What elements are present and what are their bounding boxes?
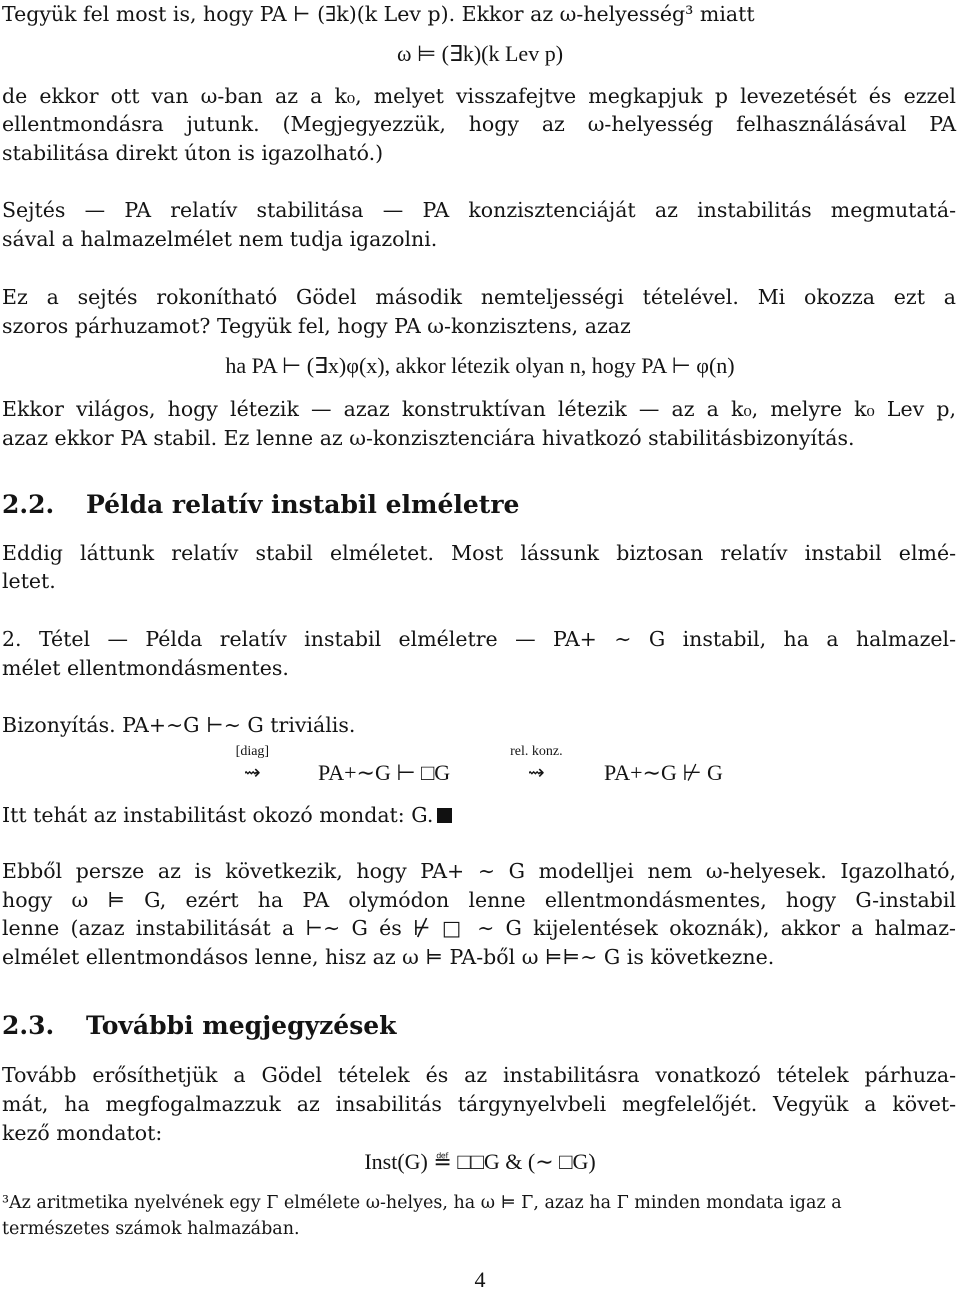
paragraph-line: elmélet ellentmondásos lenne, hisz az ω ⊨ PA-ből ω ⊨⊨∼ G is következne. bbox=[2, 945, 775, 969]
relkonz-step bbox=[510, 744, 563, 784]
footnote-line: természetes számok halmazában. bbox=[2, 1219, 300, 1239]
relkonz-result: PA+∼G ⊬ G bbox=[604, 760, 723, 785]
paragraph-line: mát, ha megfogalmazzuk az insabilitás tárgynyelvbeli megfelelőjét. Vegyük a követ- bbox=[2, 1092, 956, 1116]
footnote-line: ³Az aritmetika nyelvének egy Γ elmélete ω-helyes, ha ω ⊨ Γ, azaz ha Γ minden mondata igaz a bbox=[2, 1193, 842, 1213]
display-formula-omega-models: ω ⊨ (∃k)(k Lev p) bbox=[396, 41, 564, 66]
leadsto-arrow-icon: ⇝ bbox=[244, 760, 261, 784]
diag-result: PA+∼G ⊢ □G bbox=[318, 760, 451, 785]
conjecture-line: Sejtés — PA relatív stabilitása — PA konzisztenciáját az instabilitás megmutatá- bbox=[2, 198, 956, 222]
leadsto-arrow-icon: ⇝ bbox=[528, 760, 545, 784]
paragraph-line: Eddig láttunk relatív stabil elméletet. Most lássunk biztosan relatív instabil elmé- bbox=[2, 541, 956, 565]
section-number: 2.3. bbox=[2, 1011, 55, 1040]
paragraph-line: Ekkor világos, hogy létezik — azaz konstruktívan létezik — az a k₀, melyre k₀ Lev p, bbox=[2, 397, 956, 421]
paragraph-line: Ebből persze az is következik, hogy PA+ ∼ G modelljei nem ω-helyesek. Igazolható, bbox=[2, 859, 956, 883]
paragraph-line: hogy ω ⊨ G, ezért ha PA olymódon lenne ellentmondásmentes, hogy G-instabil bbox=[2, 888, 956, 912]
section-heading-2-3 bbox=[2, 1010, 397, 1042]
paragraph-line: azaz ekkor PA stabil. Ez lenne az ω-konzisztenciára hivatkozó stabilitásbizonyítás. bbox=[2, 426, 855, 450]
display-formula-inst: Inst(G) ≝ □□G & (∼ □G) bbox=[364, 1149, 596, 1174]
proof-end-text: Itt tehát az instabilitást okozó mondat: G. bbox=[2, 803, 434, 827]
paragraph-line: Tegyük fel most is, hogy PA ⊢ (∃k)(k Lev p). Ekkor az ω-helyesség³ miatt bbox=[2, 2, 755, 26]
relkonz-label: rel. konz. bbox=[510, 744, 563, 759]
paragraph-line: stabilitása direkt úton is igazolható.) bbox=[2, 141, 384, 165]
diag-step bbox=[235, 744, 270, 784]
paragraph-line: ellentmondásra jutunk. (Megjegyezzük, hogy az ω-helyesség felhasználásával PA bbox=[2, 112, 956, 136]
section-title: További megjegyzések bbox=[86, 1011, 397, 1040]
proof-line: Bizonyítás. PA+∼G ⊢∼ G triviális. bbox=[2, 713, 356, 737]
display-formula-omega-consistency: ha PA ⊢ (∃x)φ(x), akkor létezik olyan n, hogy PA ⊢ φ(n) bbox=[225, 353, 735, 378]
paragraph-line: szoros párhuzamot? Tegyük fel, hogy PA ω-konzisztens, azaz bbox=[2, 314, 631, 338]
conjecture-line: sával a halmazelmélet nem tudja igazolni. bbox=[2, 227, 438, 251]
paragraph-line: lenne (azaz instabilitását a ⊢∼ G és ⊬ □ ∼ G kijelentések okoznák), akkor a halmaz- bbox=[2, 916, 956, 940]
proof-end-line bbox=[2, 801, 956, 829]
section-title: Példa relatív instabil elméletre bbox=[86, 490, 520, 519]
theorem-line: 2. Tétel — Példa relatív instabil elméletre — PA+ ∼ G instabil, ha a halmazel- bbox=[2, 627, 956, 651]
diag-label: [diag] bbox=[235, 744, 270, 759]
paragraph-line: Tovább erősíthetjük a Gödel tételek és az instabilitásra vonatkozó tételek párhuza- bbox=[2, 1063, 956, 1087]
theorem-line: mélet ellentmondásmentes. bbox=[2, 656, 289, 680]
paragraph-line: de ekkor ott van ω-ban az a k₀, melyet visszafejtve megkapjuk p levezetését és ezzel bbox=[2, 84, 956, 108]
proof-derivation bbox=[0, 744, 960, 790]
page-number: 4 bbox=[474, 1267, 486, 1292]
section-number: 2.2. bbox=[2, 490, 55, 519]
qed-square-icon bbox=[437, 808, 452, 823]
section-heading-2-2 bbox=[2, 489, 519, 521]
paragraph-line: Ez a sejtés rokonítható Gödel második nemteljességi tételével. Mi okozza ezt a bbox=[2, 285, 956, 309]
paragraph-line: kező mondatot: bbox=[2, 1121, 163, 1145]
paragraph-line: letet. bbox=[2, 569, 56, 593]
